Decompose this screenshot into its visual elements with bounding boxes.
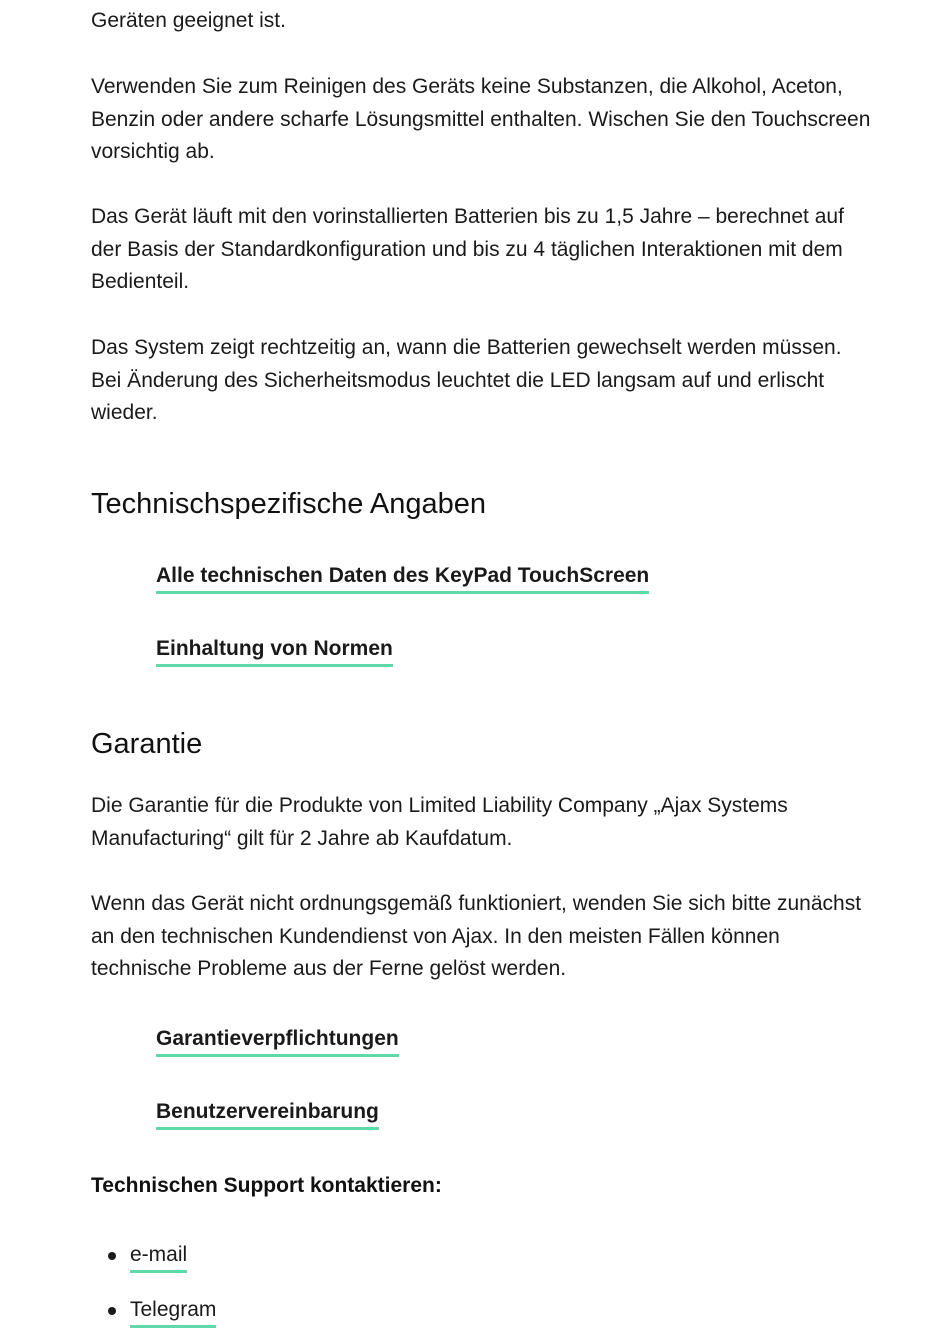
list-bullet — [108, 1252, 116, 1260]
support-contact-title: Technischen Support kontaktieren: — [91, 1174, 442, 1197]
tech-data-link[interactable]: Alle technischen Daten des KeyPad TouchScreen — [156, 562, 649, 594]
email-contact-link[interactable]: e-mail — [130, 1241, 187, 1273]
battery-notice-paragraph: Das System zeigt rechtzeitig an, wann die Batterien gewechselt werden müssen. Bei Änderung des Sicherheitsmodus leuchtet die LED langsam auf und erlischt wieder. — [91, 336, 842, 424]
warranty-obligations-link[interactable]: Garantieverpflichtungen — [156, 1025, 399, 1057]
support-paragraph: Wenn das Gerät nicht ordnungsgemäß funktioniert, wenden Sie sich bitte zunächst an den technischen Kundendienst von Ajax. In den meisten Fällen können technische Probleme aus der Ferne gelöst werden. — [91, 892, 862, 980]
user-agreement-link[interactable]: Benutzervereinbarung — [156, 1098, 379, 1130]
battery-paragraph: Das Gerät läuft mit den vorinstallierten Batterien bis zu 1,5 Jahre – berechnet auf der Basis der Standardkonfiguration und bis zu 4 täglichen Interaktionen mit dem Bedienteil. — [91, 205, 844, 293]
cleaning-paragraph: Verwenden Sie zum Reinigen des Geräts keine Substanzen, die Alkohol, Aceton, Benzin oder andere scharfe Lösungsmittel enthalten. Wischen Sie den Touchscreen vorsichtig ab. — [91, 75, 871, 163]
list-bullet — [108, 1307, 116, 1315]
telegram-contact-link[interactable]: Telegram — [130, 1296, 216, 1328]
warranty-paragraph: Die Garantie für die Produkte von Limited Liability Company „Ajax Systems Manufacturing“ gilt für 2 Jahre ab Kaufdatum. — [91, 794, 788, 850]
intro-fragment: Geräten geeignet ist. — [91, 9, 286, 32]
standards-link[interactable]: Einhaltung von Normen — [156, 635, 393, 667]
warranty-heading: Garantie — [91, 728, 203, 760]
specs-heading: Technischspezifische Angaben — [91, 488, 486, 520]
